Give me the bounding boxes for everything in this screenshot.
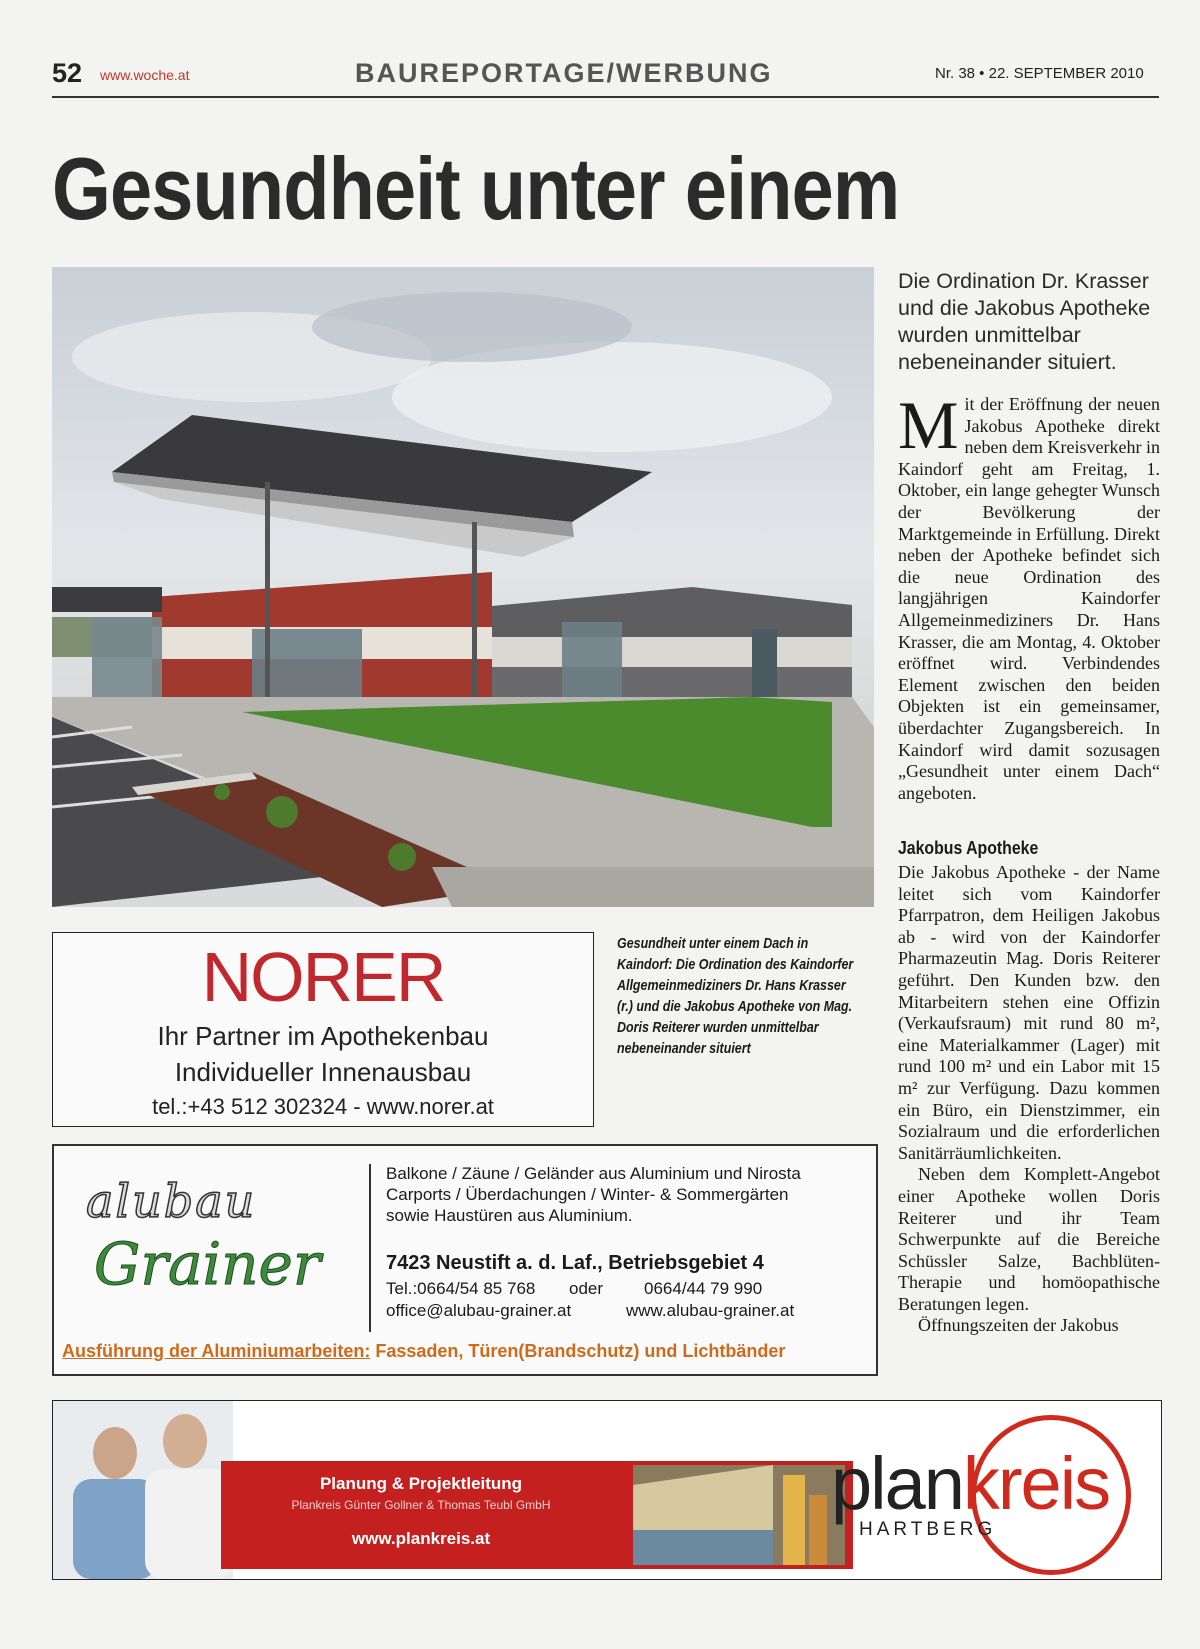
alubau-or: oder: [569, 1279, 604, 1298]
alubau-service-3: sowie Haustüren aus Aluminium.: [386, 1206, 633, 1225]
issue-date: Nr. 38 • 22. SEPTEMBER 2010: [935, 65, 1144, 82]
alubau-footer: [62, 1341, 785, 1362]
alubau-grainer-ad[interactable]: [52, 1144, 878, 1376]
ad-divider: [369, 1164, 371, 1332]
norer-logo: NORER: [201, 938, 445, 1016]
projects-photo: [633, 1465, 845, 1565]
alubau-footer-label: Ausführung der Aluminiumarbeiten:: [62, 1341, 371, 1361]
alubau-service-2: Carports / Überdachungen / Winter- & Sommergärten: [386, 1185, 789, 1204]
header-rule: [52, 96, 1159, 98]
alubau-service-1: Balkone / Zäune / Geländer aus Aluminium und Nirosta: [386, 1164, 801, 1183]
logo-plan: plan: [831, 1442, 963, 1525]
drop-cap: M: [898, 387, 959, 463]
norer-tagline-1: Ihr Partner im Apothekenbau: [157, 1021, 489, 1051]
headline: Gesundheit unter einem: [52, 139, 900, 238]
grainer-logo: Grainer: [94, 1230, 321, 1298]
article-body-main: [898, 862, 1160, 1337]
plankreis-logo: [831, 1441, 1109, 1526]
alubau-footer-text: Fassaden, Türen(Brandschutz) und Lichtbänder: [370, 1341, 786, 1361]
alubau-address: 7423 Neustift a. d. Laf., Betriebsgebiet 4: [386, 1252, 764, 1274]
section-title: BAUREPORTAGE/WERBUNG: [355, 58, 773, 88]
page-number: 52: [52, 58, 83, 88]
subheading: Jakobus Apotheke: [898, 838, 1039, 858]
photo-caption: Gesundheit unter einem Dach in Kaindorf: Die Ordination des Kaindorfer Allgemeinmediziners Dr. Hans Krasser (r.) und die Jakobus Apotheke von Mag. Doris Reiterer wurden unmittelbar nebeneinander situiert: [617, 936, 854, 1057]
norer-ad[interactable]: [52, 932, 594, 1127]
alubau-logo: alubau: [86, 1174, 257, 1228]
logo-kreis: kreis: [962, 1442, 1110, 1525]
norer-tagline-2: Individueller Innenausbau: [174, 1057, 472, 1087]
lead-paragraph: Die Ordination Dr. Krasser und die Jakobus Apotheke wurden unmittelbar nebeneinander situiert.: [898, 269, 1151, 374]
site-url[interactable]: www.woche.at: [100, 67, 190, 83]
plankreis-website[interactable]: www.plankreis.at: [351, 1529, 491, 1548]
article-body-intro: [898, 387, 1160, 804]
people-photo: [53, 1401, 233, 1579]
building-illustration: [52, 267, 874, 907]
building-photo: [52, 267, 874, 907]
plankreis-city: HARTBERG: [859, 1519, 997, 1540]
paragraph: Neben dem Komplett-Angebot einer Apotheke wollen Doris Reiterer und ihr Team Schwerpunkte auf die Bereiche Schüssler Salze, Bachblüten-Therapie und homöopathische Beratungen legen.: [898, 1164, 1160, 1314]
plankreis-title: Planung & Projektleitung: [319, 1474, 523, 1493]
plankreis-ad[interactable]: [52, 1400, 1162, 1580]
alubau-phone-2[interactable]: 0664/44 79 990: [644, 1279, 763, 1298]
paragraph: Öffnungszeiten der Jakobus: [918, 1315, 1119, 1336]
intro-text: it der Eröffnung der neuen Jakobus Apotheke direkt neben dem Kreisverkehr in Kaindorf geht am Freitag, 1. Oktober, ein lange gehegter Wunsch der Bevölkerung der Marktgemeinde in Erfüllung. Direkt neben der Apotheke befindet sich die neue Ordination des langjährigen Kaindorfer Allgemeinmediziners Dr. Hans Krasser, die am Montag, 4. Oktober eröffnet wird. Verbindendes Element zwischen den beiden Objekten ist ein gemeinsamer, überdachter Zugangsbereich. In Kaindorf wird damit sozusagen „Gesundheit unter einem Dach“ angeboten.: [898, 394, 1160, 803]
alubau-phone-1[interactable]: Tel.:0664/54 85 768: [386, 1279, 536, 1298]
paragraph: Die Jakobus Apotheke - der Name leitet sich vom Kaindorfer Pfarrpatron, dem Heiligen Jakobus ab - wird von der Kaindorfer Pharmazeutin Mag. Doris Reiterer geführt. Den Kunden bzw. den Mitarbeitern stehen eine Offizin (Verkaufsraum) mit rund 80 m², eine Materialkammer (Lager) mit rund 100 m² und ein Labor mit 15 m² zur Verfügung. Dazu kommen ein Büro, ein Dienstzimmer, ein Sozialraum und die erforderlichen Sanitärräumlichkeiten.: [898, 862, 1160, 1163]
norer-contact[interactable]: tel.:+43 512 302324 - www.norer.at: [152, 1094, 494, 1119]
alubau-website[interactable]: www.alubau-grainer.at: [626, 1301, 795, 1320]
alubau-email[interactable]: office@alubau-grainer.at: [386, 1301, 572, 1320]
plankreis-company: Plankreis Günter Gollner & Thomas Teubl GmbH: [291, 1498, 551, 1512]
